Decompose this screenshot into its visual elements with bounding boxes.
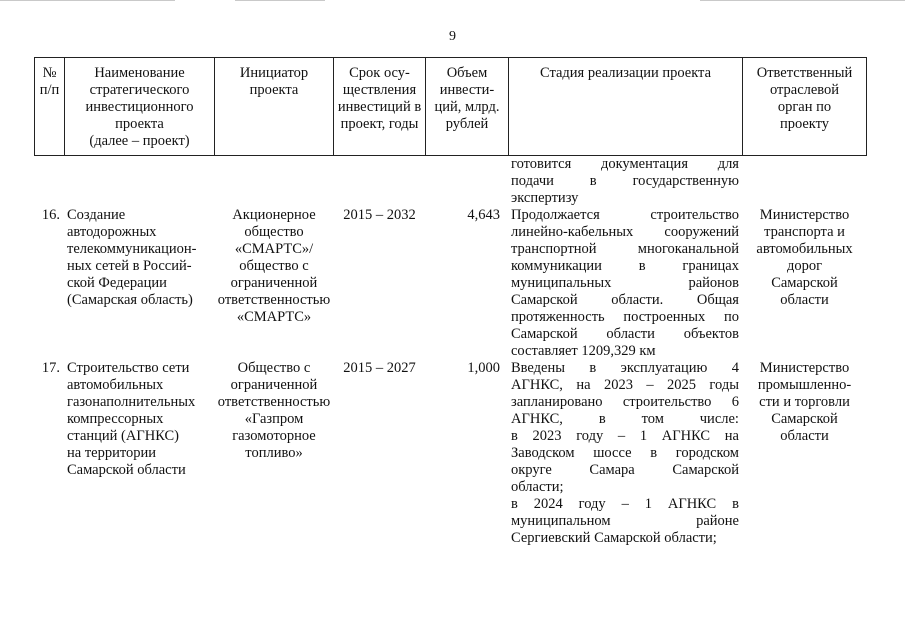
text-line: Акционерное	[232, 207, 316, 223]
text-line	[511, 224, 739, 241]
table-row-continuation	[35, 156, 867, 208]
word: границах	[682, 258, 739, 274]
text-line	[511, 292, 739, 309]
word: Самарской	[511, 326, 578, 342]
text-line: Строительство сети	[67, 360, 190, 376]
responsible-cell	[743, 360, 867, 547]
word: в	[511, 428, 518, 444]
word: АГНКС,	[511, 411, 563, 427]
text-line: экспертизу	[511, 190, 579, 206]
text-line	[511, 258, 739, 275]
text-line: отраслевой	[769, 82, 840, 98]
word: сооружений	[664, 224, 739, 240]
volume-cell: 1,000	[467, 360, 500, 376]
text-line	[511, 377, 739, 394]
text-line: ограниченной	[230, 377, 318, 393]
table-header-row	[35, 58, 867, 156]
text-line	[511, 496, 739, 513]
text-line: автомобильных	[756, 241, 853, 257]
word: транспортной	[511, 241, 597, 257]
word: по	[723, 309, 739, 325]
text-line: ответственностью	[217, 292, 331, 308]
text-line: инвестиций в	[337, 99, 422, 115]
text-line: ществления	[342, 82, 417, 98]
stage-cell	[509, 156, 743, 208]
text-line: «СМАРТС»/	[234, 241, 314, 257]
word: Продолжается	[511, 207, 600, 223]
header-num	[35, 58, 65, 156]
header-stage	[509, 58, 743, 156]
word: области	[606, 326, 655, 342]
text-line: инвестиционного	[85, 99, 194, 115]
word: годы	[709, 377, 739, 393]
word: в	[638, 258, 646, 274]
word: Самара	[589, 462, 635, 478]
text-line	[511, 207, 739, 224]
text-line: Самарской	[771, 411, 838, 427]
responsible-cell	[743, 207, 867, 360]
text-line	[511, 462, 739, 479]
initiator-cell	[215, 207, 334, 360]
text-line: общество с	[239, 258, 309, 274]
row-number: 16.	[41, 207, 60, 223]
word: –	[646, 377, 654, 393]
word: муниципальном	[511, 513, 611, 529]
text-line: ций, млрд.	[434, 99, 500, 115]
text-line: газонаполнительных	[67, 394, 196, 410]
text-line: Министерство	[759, 207, 850, 223]
word: АГНКС,	[511, 377, 563, 393]
text-line: инвести-	[439, 82, 495, 98]
table-row	[35, 207, 867, 360]
word: 2024	[533, 496, 563, 512]
text-line: автомобильных	[67, 377, 164, 393]
text-line: Сергиевский Самарской области;	[511, 530, 717, 546]
text-line: телекоммуникацион-	[67, 241, 197, 257]
header-responsible	[743, 58, 867, 156]
row-number: 17.	[41, 360, 60, 376]
text-line	[511, 275, 739, 292]
text-line: проект, годы	[340, 116, 419, 132]
text-line: составляет 1209,329 км	[511, 343, 656, 359]
word: АГНКС	[661, 428, 711, 444]
header-project-name	[65, 58, 215, 156]
word: –	[621, 496, 629, 512]
word: –	[617, 428, 626, 444]
text-line: Общество с	[237, 360, 311, 376]
word: запланировано	[511, 394, 603, 410]
text-line	[511, 156, 739, 173]
text-line: на территории	[67, 445, 157, 461]
header-volume	[426, 58, 509, 156]
word: шоссе	[593, 445, 632, 461]
word: районе	[696, 513, 739, 529]
text-line: ответственностью	[217, 394, 331, 410]
word: готовится	[511, 156, 572, 172]
text-line: п/п	[39, 82, 60, 98]
project-name-cell	[65, 207, 215, 360]
text-line	[511, 445, 739, 462]
word: строительство	[650, 207, 739, 223]
word: 1	[644, 496, 652, 512]
text-line: Ответственный	[756, 65, 853, 81]
text-line: Министерство	[759, 360, 850, 376]
text-line: Стадия реализации проекта	[539, 65, 712, 81]
text-line	[511, 394, 739, 411]
text-line	[511, 360, 739, 377]
text-line	[511, 309, 739, 326]
period-cell: 2015 – 2032	[343, 207, 416, 223]
text-line: области;	[511, 479, 564, 495]
word: 4	[731, 360, 739, 376]
word: протяженность	[511, 309, 605, 325]
text-line: топливо»	[245, 445, 303, 461]
word: году	[576, 428, 604, 444]
word: 6	[731, 394, 739, 410]
top-rule-left	[0, 0, 175, 1]
text-line: Срок осу-	[349, 65, 410, 81]
text-line: №	[42, 65, 57, 81]
word: районов	[688, 275, 739, 291]
stage-cell	[509, 207, 743, 360]
text-line: орган по	[777, 99, 832, 115]
text-line: стратегического	[89, 82, 190, 98]
text-line: дорог	[786, 258, 823, 274]
page-number: 9	[449, 29, 456, 44]
text-line: (далее – проект)	[89, 133, 190, 149]
text-line: Наименование	[94, 65, 185, 81]
word: эксплуатацию	[620, 360, 708, 376]
text-line: проекта	[249, 82, 299, 98]
text-line	[511, 326, 739, 343]
table-row	[35, 360, 867, 547]
text-line: Объем	[446, 65, 488, 81]
top-rule-right	[700, 0, 905, 1]
word: в	[589, 173, 597, 189]
text-line: области	[780, 292, 829, 308]
word: АГНКС	[667, 496, 717, 512]
text-line: «Газпром	[244, 411, 304, 427]
word: коммуникации	[511, 258, 602, 274]
project-name-cell	[65, 360, 215, 547]
header-initiator	[215, 58, 334, 156]
word: области.	[611, 292, 664, 308]
word: том	[641, 411, 664, 427]
text-line: проекту	[779, 116, 830, 132]
text-line: Самарской области	[67, 462, 186, 478]
word: в	[650, 445, 658, 461]
text-line: области	[780, 428, 829, 444]
word: государственную	[632, 173, 739, 189]
text-line: проекта	[115, 116, 164, 132]
text-line: сти и торговли	[759, 394, 850, 410]
word: 2023	[532, 428, 562, 444]
word: городском	[675, 445, 739, 461]
text-line: «СМАРТС»	[236, 309, 312, 325]
text-line: станций (АГНКС)	[67, 428, 180, 444]
text-line: ограниченной	[230, 275, 318, 291]
word: линейно-кабельных	[511, 224, 634, 240]
text-line: промышленно-	[757, 377, 852, 393]
word: Введены	[511, 360, 565, 376]
word: объектов	[683, 326, 739, 342]
period-cell: 2015 – 2027	[343, 360, 416, 376]
text-line	[511, 411, 739, 428]
word: многоканальной	[637, 241, 739, 257]
word: Самарской	[672, 462, 739, 478]
word: строительство	[622, 394, 712, 410]
word: в	[732, 496, 739, 512]
word: Общая	[696, 292, 739, 308]
text-line: рублей	[445, 116, 489, 132]
word: году	[578, 496, 606, 512]
word: муниципальных	[511, 275, 612, 291]
projects-table	[34, 57, 867, 547]
word: в	[589, 360, 597, 376]
text-line	[511, 241, 739, 258]
word: на	[724, 428, 739, 444]
word: в	[598, 411, 606, 427]
text-line: Создание	[67, 207, 126, 223]
word: 2023	[603, 377, 633, 393]
text-line: ской Федерации	[67, 275, 167, 291]
word: в	[511, 496, 518, 512]
text-line	[511, 173, 739, 190]
text-line: ных сетей в Россий-	[67, 258, 192, 274]
top-rule-mid	[235, 0, 325, 1]
word: на	[576, 377, 591, 393]
stage-cell	[509, 360, 743, 547]
header-period	[334, 58, 426, 156]
text-line	[511, 513, 739, 530]
word: документация	[600, 156, 688, 172]
text-line: газомоторное	[232, 428, 316, 444]
text-line: общество	[244, 224, 304, 240]
initiator-cell	[215, 360, 334, 547]
word: для	[717, 156, 739, 172]
text-line	[511, 428, 739, 445]
text-line: (Самарская область)	[67, 292, 193, 308]
word: округе	[511, 462, 552, 478]
text-line: автодорожных	[67, 224, 157, 240]
text-line: транспорта и	[764, 224, 845, 240]
text-line: компрессорных	[67, 411, 164, 427]
word: Заводском	[511, 445, 575, 461]
word: 1	[639, 428, 648, 444]
text-line: Самарской	[771, 275, 838, 291]
word: Самарской	[511, 292, 578, 308]
word: числе:	[699, 411, 739, 427]
volume-cell: 4,643	[467, 207, 500, 223]
word: построенных	[623, 309, 706, 325]
word: 2025	[667, 377, 697, 393]
text-line: Инициатор	[239, 65, 309, 81]
word: подачи	[511, 173, 554, 189]
